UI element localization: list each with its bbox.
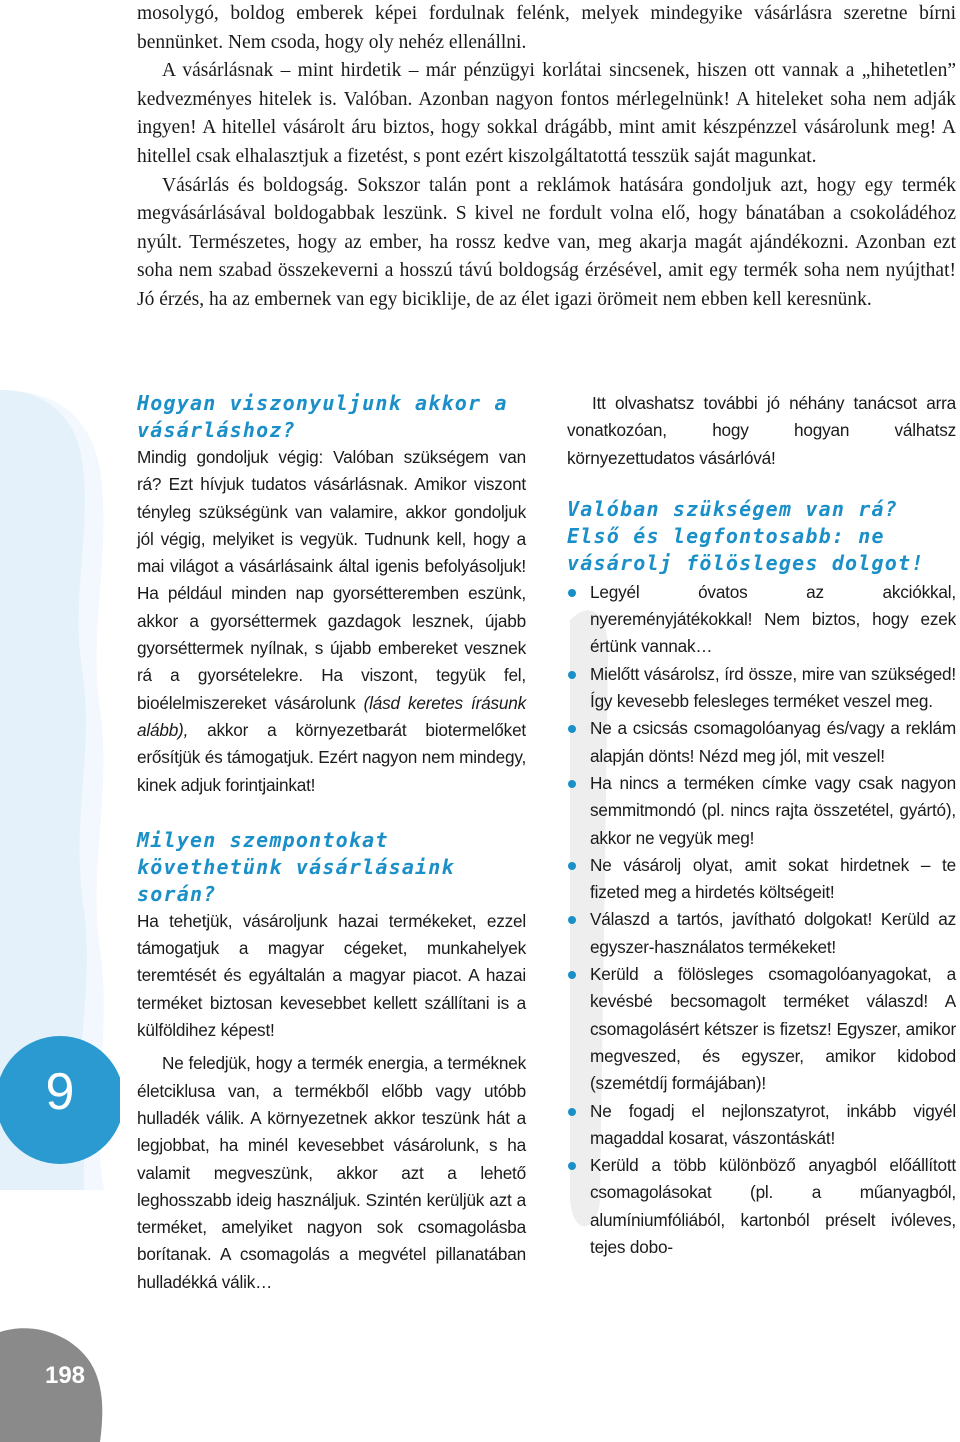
paragraph: Vásárlás és boldogság. Sokszor talán pont a reklámok hatására gondoljuk azt, hogy egy termék megvásárlásával boldogabbak leszünk. S kivel ne fordult volna elő, hogy bánatában a csokoládéhoz nyúlt. Természetes, hogy az ember, ha rossz kedve van, meg akarja magát ajándékozni. Azonban ezt soha nem szabad összekeverni a hosszú távú boldogság érzésével, amit egy termék soha nem nyújthat! Jó érzés, ha az embernek van egy biciklije, de az élet igazi örömeit nem ebben kell keresnünk. xyxy=(137,174,956,310)
list-item: Legyél óvatos az akciókkal, nyereményjátékokkal! Nem biztos, hogy ezek értünk vannak… xyxy=(567,579,956,661)
list-item: Ne fogadj el nejlonszatyrot, inkább vigyél magaddal kosarat, vászontáskát! xyxy=(567,1098,956,1153)
intro-paragraph: Itt olvashatsz további jó néhány tanácsot arra vonatkozóan, hogy hogyan válhatsz környezettudatos vásárlóvá! xyxy=(567,393,956,468)
paragraph: Ha tehetjük, vásároljunk hazai termékeket, ezzel támogatjuk a magyar cégeket, munkahelyek teremtését és egyáltalán a magyar piacot. A hazai terméket biztosan kevesebbet kellett szállítani is a külföldihez képest! xyxy=(137,910,526,1041)
text-run: Mindig gondoljuk végig: Valóban szükségem van rá? Ezt hívjuk tudatos vásárlásnak. Amikor viszont tényleg szükségünk van valamire, akkor gondoljuk jól végig, melyiket is vegyük. Tudnunk kell, hogy a mai világot a vásárlásaink által igenis befolyásoljuk! Ha például minden nap gyorsétteremben eszünk, akkor a gyorséttermek gazdagok lesznek, újabb gyorséttermek nyílnak, s újabb embereket vesznek rá a gyorsételekre. Ha viszont, tegyük fel, bioélelmiszereket vásárolunk xyxy=(137,447,526,713)
intro-text-block xyxy=(137,0,956,315)
left-column xyxy=(137,390,526,1296)
paragraph: Ne feledjük, hogy a termék energia, a terméknek életciklusa van, a termékből előbb vagy utóbb hulladék válik. A környezetnek akkor teszünk hát a legjobbat, ha minél kevesebbet vásárolunk, s ha valamit megveszünk, akkor azt a lehető leghosszabb ideig használjuk. Szintén kerüljük azt a terméket, amelyiket nagyon sok csomagolásba borítanak. A csomagolás a megvétel pillanatában hulladékká válik… xyxy=(137,1053,526,1292)
list-item: Ne vásárolj olyat, amit sokat hirdetnek – te fizeted meg a hirdetés költségeit! xyxy=(567,852,956,907)
right-column xyxy=(567,390,956,1261)
italic-reference: (lásd keretes írásunk alább), xyxy=(137,692,526,740)
tips-list xyxy=(567,579,956,1261)
page-number: 198 xyxy=(44,1362,86,1389)
section-heading: Valóban szükségem van rá? Első és legfontosabb: ne vásárolj fölösleges dolgot! xyxy=(567,496,925,575)
list-item: Válaszd a tartós, javítható dolgokat! Kerüld az egyszer-használatos termékeket! xyxy=(567,906,956,961)
paragraph: mosolygó, boldog emberek képei fordulnak felénk, melyek mindegyike vásárlásra szeretne bírni bennünket. Nem csoda, hogy oly nehéz ellenállni. xyxy=(137,3,956,53)
list-item: Kerüld a több különböző anyagból előállított csomagolásokat (pl. a műanyagból, alumíniumfóliából, kartonból préselt ivóleves, tejes dobo- xyxy=(567,1152,956,1261)
list-item: Ha nincs a terméken címke vagy csak nagyon semmitmondó (pl. nincs rajta összetétel, gyártó), akkor ne vegyük meg! xyxy=(567,770,956,852)
section-heading: Hogyan viszonyuljunk akkor a vásárláshoz? xyxy=(137,391,508,442)
paragraph xyxy=(137,444,526,799)
list-item: Kerüld a fölösleges csomagolóanyagokat, a kevésbé becsomagolt terméket válaszd! A csomagolásért kétszer is fizetsz! Egyszer, amikor megveszed, és egyszer, amikor kidobod (szemétdíj formájában)! xyxy=(567,961,956,1097)
list-item: Ne a csicsás csomagolóanyag és/vagy a reklám alapján dönts! Nézd meg jól, mit veszel! xyxy=(567,715,956,770)
section-heading: Milyen szempontokat követhetünk vásárlásaink során? xyxy=(137,827,455,906)
list-item: Mielőtt vásárolsz, írd össze, mire van szükséged! Így kevesebb felesleges terméket veszel meg. xyxy=(567,661,956,716)
paragraph: A vásárlásnak – mint hirdetik – már pénzügyi korlátai sincsenek, hiszen ott vannak a „hihetetlen” kedvezményes hitelek is. Valóban. Azonban nagyon fontos mérlegelnünk! A hiteleket soha nem adják ingyen! A hitellel vásárolt áru biztos, hogy sokkal drágább, mint amit készpénzzel vásárolunk meg! A hitellel csak elhalasztjuk a fizetést, s pont ezért kiszolgáltatottá tesszük saját magunkat. xyxy=(137,60,956,167)
chapter-number: 9 xyxy=(45,1063,75,1121)
text-run: akkor a környezetbarát biotermelőket erősítjük és támogatjuk. Ezért nagyon nem mindegy, kinek adjuk forintjainkat! xyxy=(137,719,527,795)
